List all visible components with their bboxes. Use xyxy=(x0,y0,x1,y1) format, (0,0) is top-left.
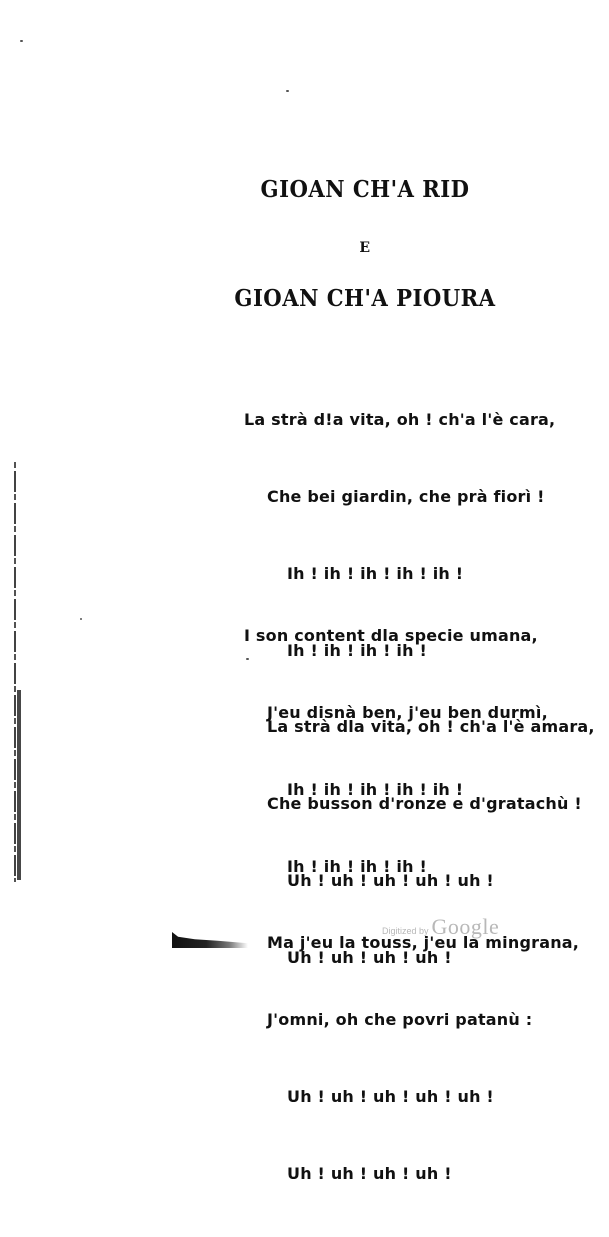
verse-line: Ih ! ih ! ih ! ih ! xyxy=(287,640,427,660)
verse-line: Uh ! uh ! uh ! uh ! uh ! xyxy=(287,870,494,890)
ink-smudge xyxy=(172,932,248,948)
verse-line: Ih ! ih ! ih ! ih ! xyxy=(287,856,427,876)
poem-title: GIOAN CH'A RID xyxy=(260,176,470,203)
paper-speck xyxy=(80,618,82,620)
verse-line: Che busson d'ronze e d'gratachù ! xyxy=(267,794,582,814)
verse-line: I son content dla specie umana, xyxy=(244,626,538,646)
verse-line: La strà d!a vita, oh ! ch'a l'è cara, xyxy=(244,410,556,430)
verse-line: Uh ! uh ! uh ! uh ! uh ! xyxy=(287,1086,494,1106)
paper-speck xyxy=(20,40,23,42)
binding-edge-shadow xyxy=(17,690,21,880)
verse-line: J'omni, oh che povri patanù : xyxy=(267,1010,533,1030)
verse-line: Uh ! uh ! uh ! uh ! xyxy=(287,1163,452,1183)
verse-line: Ih ! ih ! ih ! ih ! ih ! xyxy=(287,563,464,583)
verse-line: Uh ! uh ! uh ! uh ! xyxy=(287,947,452,967)
verse-line: La strà dla vita, oh ! ch'a l'è amara, xyxy=(267,717,595,737)
verse-line: Ma j'eu la touss, j'eu la mingrana, xyxy=(267,933,580,953)
watermark-prefix: Digitized by xyxy=(382,926,429,936)
paper-speck xyxy=(286,90,289,92)
digitized-watermark xyxy=(382,914,499,940)
poem-subtitle: GIOAN CH'A PIOURA xyxy=(234,285,496,312)
google-logo: Google xyxy=(431,914,500,939)
verse-line: Ih ! ih ! ih ! ih ! ih ! xyxy=(287,779,464,799)
poem-title-conjunction: E xyxy=(359,240,371,256)
binding-edge xyxy=(14,462,16,882)
verse-line: J'eu disnà ben, j'eu ben durmì, xyxy=(267,702,548,722)
verse-line: Che bei giardin, che prà fiorì ! xyxy=(267,486,545,506)
stanza-2 xyxy=(244,572,579,1237)
